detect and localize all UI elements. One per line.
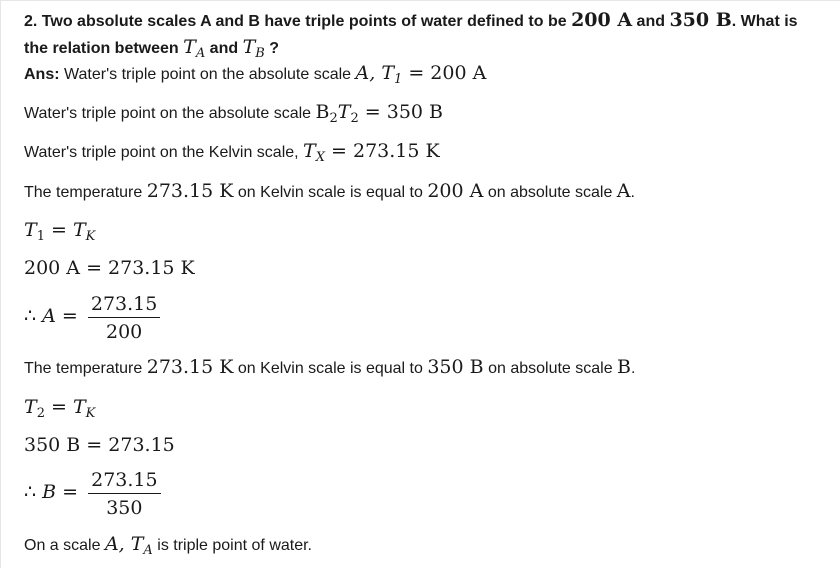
answer-text: is triple point of water. — [152, 537, 312, 554]
answer-text: . — [631, 360, 636, 377]
numerator: 273.15 — [88, 293, 160, 318]
answer-label: Ans: — [24, 66, 60, 83]
math-var: A, T — [355, 62, 394, 84]
question-text: . What is — [731, 13, 798, 30]
math-var: B — [315, 101, 330, 123]
math-op: = — [55, 305, 84, 328]
math-var: T — [303, 140, 316, 162]
math-value: B — [617, 356, 632, 378]
math-var: T — [72, 396, 86, 418]
equation-350b — [24, 434, 175, 456]
equation-200a — [24, 257, 195, 279]
math-tb-sub: B — [255, 46, 265, 61]
math-350B: 350 B — [669, 9, 732, 31]
math-value: 273.15 K — [146, 356, 234, 378]
math-op: = — [44, 219, 73, 241]
math-value: 273.15 K — [146, 180, 234, 202]
question-text: and — [205, 40, 243, 57]
numerator: 273.15 — [88, 469, 160, 494]
math-ta-sub: A — [195, 46, 206, 61]
math-sub: 2 — [329, 111, 338, 126]
answer-text: on absolute scale — [483, 184, 617, 201]
question-text: ? — [264, 40, 280, 57]
math-tb: T — [242, 36, 256, 58]
answer-text: Water's triple point on the Kelvin scale, — [24, 144, 304, 161]
denominator: 350 — [106, 497, 143, 519]
answer-text: Water's triple point on the absolute scale — [24, 105, 316, 122]
equation-t1-tk — [24, 219, 95, 244]
math-value: = 200 A — [402, 62, 487, 84]
question-text: the relation between — [24, 40, 184, 57]
math-var: T — [337, 101, 351, 123]
math-var: T — [72, 219, 86, 241]
answer-text: on absolute scale — [483, 360, 618, 377]
math-sub: A — [143, 543, 153, 558]
fraction — [88, 293, 160, 343]
math-ta: T — [183, 36, 196, 58]
math-equation: 200 A = 273.15 K — [24, 257, 195, 279]
math-sub: K — [85, 406, 96, 421]
fraction — [88, 469, 160, 519]
equation-b-fraction — [24, 469, 161, 519]
answer-text: On a scale — [24, 537, 105, 554]
math-value: 200 A — [427, 180, 484, 202]
math-op: = — [56, 481, 85, 504]
math-value: 350 B — [427, 356, 484, 378]
math-equation: 350 B = 273.15 — [24, 434, 175, 456]
question-line-1 — [24, 9, 798, 31]
math-sub: 2 — [36, 406, 45, 421]
answer-line-1 — [24, 62, 486, 87]
math-var: A — [42, 305, 56, 328]
answer-line-2 — [24, 101, 443, 126]
answer-text: Water's triple point on the absolute scale — [59, 66, 356, 83]
math-sub: 1 — [36, 229, 45, 244]
math-var: T — [24, 396, 37, 418]
question-text: 2. Two absolute scales A and B have triple points of water defined to be — [24, 13, 572, 30]
question-line-2 — [24, 36, 279, 61]
answer-text: The temperature — [24, 360, 147, 377]
question-text: and — [632, 13, 670, 30]
equation-t2-tk — [24, 396, 95, 421]
answer-text: on Kelvin scale is equal to — [233, 360, 428, 377]
answer-text: The temperature — [24, 184, 147, 201]
math-sub: 2 — [350, 111, 359, 126]
denominator: 200 — [105, 321, 143, 343]
math-var: B — [42, 481, 57, 504]
answer-line-12 — [24, 533, 312, 558]
math-value: = 350 B — [358, 101, 444, 123]
math-sub: X — [315, 150, 325, 165]
equation-a-fraction — [24, 293, 160, 343]
answer-line-4 — [24, 180, 635, 202]
math-value: = 273.15 K — [325, 140, 440, 162]
answer-line-3 — [24, 140, 440, 165]
therefore-symbol: ∴ — [24, 481, 43, 504]
math-var: T — [24, 219, 37, 241]
answer-line-8 — [24, 356, 635, 378]
answer-text: on Kelvin scale is equal to — [233, 184, 428, 201]
math-sub: 1 — [394, 72, 403, 87]
math-op: = — [44, 396, 73, 418]
answer-text: . — [630, 184, 635, 201]
math-value: A — [616, 180, 631, 202]
therefore-symbol: ∴ — [24, 305, 43, 328]
math-var: A, T — [104, 533, 144, 555]
math-200A: 200 A — [571, 9, 633, 31]
math-sub: K — [85, 229, 96, 244]
